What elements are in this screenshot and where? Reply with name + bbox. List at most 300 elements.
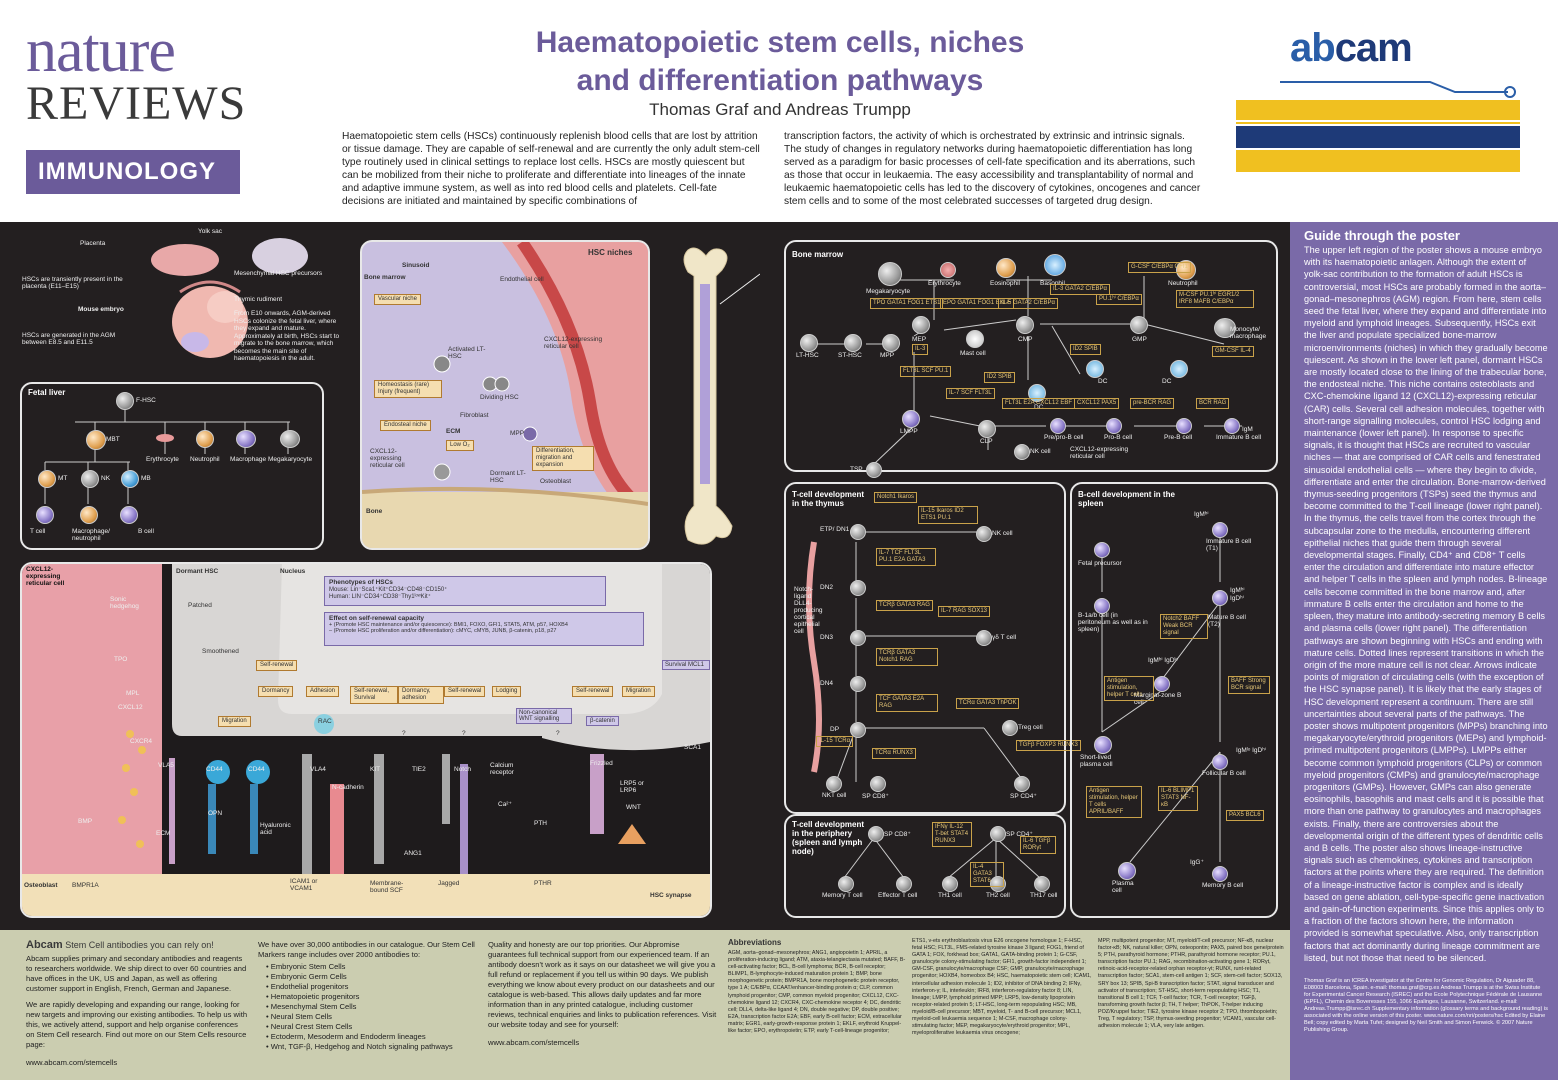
phenotypes-title: Phenotypes of HSCs [329,579,393,586]
fl-cell-label: Neutrophil [190,456,220,463]
phenotype-mouse: Mouse: Lin⁻Sca1⁺Kit⁺CD34⁻CD48⁻CD150⁺ [329,587,448,593]
syn-label: PTH [534,820,547,827]
guide-footnote: Thomas Graf is an ICREA investigator at the Centre for Genomic Regulation, Dr Aiguader 88, E08003 Barcelona, Spain. e-mail: thomas.graf@crg.es Andreas Trumpp is at the Swiss Institute for Experimental Cancer Research (ISREC) and the Ecole Polytechnique Fédérale de Lausanne (EPFL), Chemin des Boveresses 155, 1066 Epalinges, Lausanne, Switzerland. e-mail: Andreas.Trumpp@isrec.ch Supplementary information (glossary terms and background reading) is associated with the online version of this poster. www.nature.com/nri/posters/hsc Edited by Elaine Bell; copy edited by Marta Tufet; designed by Neil Smith and Simon Fenwick. © 2007 Nature Publishing Group. [1304,978,1548,1033]
periph-label: SP CD4⁺ [1006,831,1033,838]
spleen-factor: Antigen stimulation, helper T cells [1104,676,1154,701]
thymus-factor: TCRβ GATA3 Notch1 RAG [876,648,938,666]
syn-label: CD44 [248,766,265,773]
spleen-label: B-1a/b cell (in peritoneum as well as in spleen) [1078,612,1148,633]
bm-cell-label: Erythrocyte [928,280,961,287]
bm-factor: ID2 SPIB [984,372,1015,383]
fl-cell-label: MT [58,475,68,482]
bm-factor: M-CSF PU.1ʰⁱ EGR1/2 IRF8 MAFB C/EBPα [1176,290,1254,308]
periph-label: Effector T cell [878,892,918,899]
periph-label: TH1 cell [938,892,962,899]
bm-cell-label: NK cell [1030,448,1051,455]
cell-tsp [866,462,882,478]
bm-cell-label: Neutrophil [1168,280,1198,287]
cell-megakaryocyte [280,430,300,448]
cell-basophil [1044,254,1066,276]
cell-immature-b [1224,418,1240,434]
cell-macro-neutro [80,506,98,524]
niche-label: Bone marrow [364,274,406,281]
syn-label: ANG1 [404,850,422,857]
bm-cell-label: DC [1098,378,1108,385]
thymus-cell-nkt [826,776,842,792]
synapse-box: Migration [622,686,655,697]
cell-macrophage [236,430,256,448]
fetal-liver-title: Fetal liver [28,388,66,397]
bm-factor: PU.1ʰⁱ C/EBPα [1096,294,1142,305]
spleen-label: Fetal precursor [1078,560,1122,567]
cell-megakaryocyte-bm [878,262,902,286]
bm-factor: FLT3L E2A CXCL12 EBF [1002,398,1075,409]
title-line-1: Haematopoietic stem cells, niches [535,26,1025,59]
syn-label: BMP [78,818,93,825]
thymus-label: Treg cell [1018,724,1043,731]
cell-b-cell [120,506,138,524]
abcam-col-1-p2: We are rapidly developing and expanding our range, looking for new targets and improving our existing antibodies. To help us with this, we actively attend, support and help organise conferences on Stem Cell research. Find out more on our Stem Cells resource page: [26,1000,248,1049]
fl-cell-label: Macrophage [230,456,267,463]
stem-cell-list-item: • Ectoderm, Mesoderm and Endoderm lineages [266,1032,426,1041]
spleen-title: B-cell development in the spleen [1078,490,1175,508]
effect-minus: – (Promote HSC proliferation and/or differentiation): cMYC, cMYB, JUNB, β-catenin, p18, p27 [329,628,557,634]
bone-illustration [650,244,760,554]
thymus-label: DN4 [820,680,834,687]
syn-label: Sonic hedgehog [110,596,139,610]
stem-cell-list-item: • Neural Crest Stem Cells [266,1022,353,1031]
abbreviations-col-1: AGM, aorta–gonad–mesonephros; ANG1, angiopoietin 1; APRIL, a proliferation-inducing ligand; ATM, ataxia-telangiectasia mutated; BAFF, B-cell-activating factor; BCL, B-cell lymphoma; BCR, B-cell receptor; BLIMP1, B-lymphocyte-induced maturation protein 1; BMP, bone morphogenetic protein; BMPR1A, bone morphogenetic protein receptor, type 1 A; C/EBPα, CCAAT/enhancer-binding protein α; CLP, common lymphoid progenitor; CMP, common myeloid progenitor; CXCL12, CXC-chemokine ligand 12; CXCR4, CXC-chemokine receptor 4; DC, dendritic cell; DLL4, delta-like ligand 4; DN, double negative; DP, double positive; E2A, transcription factor E2A; EBF, early B-cell factor; ECM, extracellular matrix; EGR1, early-growth-response protein 1; EKLF, erythroid Kruppel-like factor; EPO, erythropoietin; ETP, early T-cell-lineage progenitor; [728,950,906,1035]
synapse-box: Lodging [492,686,521,697]
spleen-label: Mature B cell (T2) [1208,614,1246,628]
cell-nk-bm [1014,444,1030,460]
stem-cell-list-item: • Wnt, TGF-β, Hedgehog and Notch signaling pathways [266,1042,453,1051]
fl-cell-label: B cell [138,528,154,535]
label-agm: HSCs are generated in the AGM between E8.5 and E11.5 [22,332,116,346]
label-fetal-liver-note: From E10 onwards, AGM-derived HSCs colonize the fetal liver, where they expand and mature. Approximately at birth, HSCs start to migrate to the bone marrow, which becomes the main site of haematopoiesis in the adult. [234,310,340,362]
intro-right: transcription factors, the activity of which is orchestrated by extrinsic and intrinsic signals. The study of changes in regulatory networks during haematopoietic differentiation has long served as a paradigm for basic processes of cell-fate specification and its aberrations, such as those that occur in leukaemia. The easy accessibility and transplantability of normal and leukaemic haematopoietic cells has led to the discovery of cytokines, oncogenes and cancer stem cells and to some of the most celebrated successes of targeted drug design. [784,131,1201,207]
syn-label: N-cadherin [332,784,364,791]
label-placenta: Placenta [80,240,106,247]
stem-cell-list-item: • Mesenchymal Stem Cells [266,1002,357,1011]
abcam-heading-a: Abcam [26,939,63,951]
bm-factor: pre-BCR RAG [1130,398,1174,409]
synapse-box: Self-renewal [572,686,613,697]
bm-cell-label: Megakaryocyte [866,288,911,295]
abbreviations-title: Abbreviations [728,938,782,947]
fl-cell-label: Megakaryocyte [268,456,313,463]
niche-box-homeostasis: Homeostasis (rare) Injury (frequent) [374,380,442,398]
niches-title: HSC niches [588,248,633,257]
spleen-label: Marginal-zone B cell [1134,692,1182,706]
label-mesenchymal: Mesenchymal HSC precursors [234,270,323,277]
thymus-cell-gd [976,630,992,646]
fl-cell-label: T cell [30,528,46,535]
bm-cell-label: TSP [850,466,863,473]
niche-box-low-o2: Low O₂ [446,440,474,451]
phenotypes-box [324,576,606,606]
thymus-cell-nk [976,526,992,542]
thymus-label: SP CD4⁺ [1010,793,1037,800]
fl-cell-label: MB [141,475,151,482]
thymus-factor: TCRβ GATA3 RAG [876,600,933,611]
bm-cell-label: Pre/pro-B cell [1044,434,1084,441]
survival-box: Survival MCL1 [662,660,710,670]
thymus-factor: TCRα RUNX3 [872,748,916,759]
periph-factor: IL-4 GATA3 STAT6 [970,862,1004,887]
cell-pre-pro-b [1050,418,1066,434]
journal-section: IMMUNOLOGY [26,150,240,194]
fl-cell-label: Erythrocyte [146,456,179,463]
synapse-wnt-box: Non-canonical WNT signalling [516,708,572,724]
syn-label: Membrane-bound SCF [370,880,404,894]
abcam-url-1[interactable]: www.abcam.com/stemcells [26,1058,118,1067]
bm-factor: IL-5 GATA2 C/EBPα [998,298,1058,309]
label-yolk-sac: Yolk sac [198,228,222,235]
syn-label: Calcium receptor [490,762,514,776]
syn-label: SCA1 [684,744,701,751]
thymus-factor: TCF GATA3 E2A RAG [876,694,938,712]
synapse-box: Migration [218,716,251,727]
bm-factor: IL-3 [912,344,928,355]
cell-gmp [1130,316,1148,334]
niche-label: Dividing HSC [480,394,519,401]
phenotype-human: Human: LIN⁻CD34⁺CD38⁻Thy1ˡᵒʷKit⁺ [329,594,431,600]
synapse-box: Self-renewal [444,686,485,697]
guide-text: The upper left region of the poster shows a mouse embryo with its haematopoietic anlagen. Although the extent of yolk-sac contribution to the formation of adult HSCs is controversial, most HSCs are probably formed in the aorta–gonad–mesonephros (AGM) region. From here, stem cells seed the fetal liver, where they expand and differentiate into myeloid and lymphoid lineages. Subsequently, HSCs exit the liver and populate specialized bone-marrow microenvironments (niches) in which they gradually become quiescent. As shown in the lower left panel, dormant HSCs are mostly located close to the lining of the trabecular bone, the endosteal niche. This niche contains osteoblasts and CXC-chemokine ligand 12 (CXCL12)-expressing reticular (CAR) cells. Several cell adhesion molecules, together with short-range signalling molecules, control HSC lodging and maintenance (lower left panel). In response to specific signals, it is thought that HSCs are recruited to vascular niches — that are comprised of CAR cells and fenestrated sinusoidal endothelial cells — where they begin to divide, differentiate and enter the circulation. Bone-marrow-derived thymus-seeding progenitors (TSPs) seed the thymus and become committed to the T-cell lineage (lower right panel). In the thymus, the cells travel from the cortex through the subcapsular zone to the medulla, encountering different epithelial niches that guide them through several developmental stages. Finally, CD4⁺ and CD8⁺ T cells enter the circulation and differentiate into mature effector and helper T cells in the spleen and lymph nodes. B-lineage cells become committed in the bone marrow and, after immature B cells enter the circulation and home to the spleen, they mature into antibody-secreting memory B cells and plasma cells (lower right panel). The differentiation pathways are shown beginning with HSCs and ending with mature cells. Dotted lines represent transitions in which the origin of the more mature cell is not clear. Arrows indicate points of migration of circulating cells (with the exception of the HSC synapse panel). It is likely that the early stages of HSC development represent a continuum. There are still uncertainties about several parts of the pathways. The poster shows multipotent progenitors (MPPs) branching into megakaryocyte/erythroid progenitors (MEPs) and lymphoid-primed multipotent progenitors (LMPPs). LMPPs either become common lymphoid progenitors (CLPs) or common myeloid progenitors (CMPs) and granulocyte/macrophage progenitors (GMPs). However, GMPs can also generate eosinophils, basophils and mast cells and it is possible that more than one pathway to granulocytes and macrophages exists. Finally, there are controversies about the developmental origin of the different types of dendritic cells and B cells. The poster also shows lineage-instructive signals such as chemokines, cytokines and transcription factors at the points where they are required. The definition of a lineage-instructive factor is complex and is ideally based on gene ablation, cell-type-specific gene inactivation and gain-of-function experiments. Since this applies only to a fraction of the factors shown here, the information provided is somewhat speculative. Also, only transcription factors that act dominantly during lineage commitment are listed, but not those that need to be silenced. [1304,245,1548,963]
syn-label: CD44 [206,766,223,773]
synapse-title: HSC synapse [650,892,692,899]
abcam-logo-a: ab [1290,26,1335,70]
thymus-cell-cd8 [870,776,886,792]
niche-box-differentiation: Differentiation, migration and expansion [532,446,594,471]
abcam-col-3 [488,940,718,1048]
bm-cell-label: GMP [1132,336,1147,343]
bm-cell-label: DC [1162,378,1172,385]
spleen-label: IgMʰⁱ IgDˡᵒ [1148,657,1178,664]
cell-clp [978,420,996,438]
periph-cell-th1 [942,876,958,892]
syn-label: CXCL12 [118,704,143,711]
thymus-factor: IL-15 Ikaros ID2 ETS1 PU.1 [918,506,978,524]
niche-label: Bone [366,508,383,515]
bm-cell-label: LMPP [900,428,918,435]
syn-label: VLA4 [310,766,326,773]
periph-factor: IL-6 TGFβ RORγt [1020,836,1056,854]
stem-cell-list-item: • Neural Stem Cells [266,1012,332,1021]
syn-label: VLA5 [158,762,174,769]
fl-cell-label: Macrophage/ neutrophil [72,528,110,542]
bm-cell-label: CMP [1018,336,1033,343]
spleen-cell-memory [1212,866,1228,882]
bm-cell-label: Eosinophil [990,280,1020,287]
periph-cell-memory [838,876,854,892]
periph-label: TH17 cell [1030,892,1058,899]
fetal-liver-lines [20,382,320,546]
thymus-label: γδ T cell [992,634,1017,641]
syn-label: Smoothened [202,648,239,655]
bm-cell-label: Pro-B cell [1104,434,1133,441]
bm-factor: FLT3L SCF PU.1 [900,366,951,377]
abcam-col-1 [26,940,248,1068]
cell-cmp [1016,316,1034,334]
cell-eosinophil [996,258,1016,278]
niche-box-endosteal: Endosteal niche [380,420,431,431]
bm-cell-label: DC [1034,404,1044,411]
thymus-label: DN3 [820,634,834,641]
syn-label: RAC [318,718,332,725]
thymus-factor: Notch1 Ikaros [874,492,917,503]
stem-cell-list-item: • Embryonic Stem Cells [266,962,346,971]
niche-label: Osteoblast [540,478,572,485]
synapse-box: Self-renewal, Survival [350,686,398,704]
synapse-nucleus-title: Nucleus [280,568,306,575]
spleen-factor: IL-6 BLIMP1 STAT3 NF-κB [1158,786,1198,811]
thymus-cell-dn2 [850,580,866,596]
cell-mb [121,470,139,488]
niche-label: Sinusoid [402,262,430,269]
fl-cell-label: MBT [106,436,120,443]
syn-label: PTHR [534,880,552,887]
thymus-label: ETP/ DN1 [820,526,850,533]
niche-label: Fibroblast [460,412,489,419]
syn-label: MPL [126,690,140,697]
thymus-label: DP [830,726,840,733]
thymus-factor: IL-15 TCRα [816,736,853,747]
syn-label: KIT [370,766,381,773]
cell-st-hsc [844,334,862,352]
syn-label: Jagged [438,880,460,887]
syn-label: ICAM1 or VCAM1 [290,878,318,892]
bm-cell-label: MPP [880,352,895,359]
spleen-factor: BAFF Strong BCR signal [1228,676,1270,694]
bm-cell-label: LT-HSC [796,352,819,359]
thymus-factor: IL-7 TCF FLT3L PU.1 E2A GATA3 [876,548,936,566]
abcam-stripe-mid [1236,126,1520,148]
cell-t-cell [36,506,54,524]
cell-dc-3 [1170,360,1188,378]
stem-cell-list-item: • Endothelial progenitors [266,982,349,991]
abcam-stripe-thin [1236,122,1520,124]
cell-pro-b [1106,418,1122,434]
abcam-col-2 [258,940,478,1052]
niche-label: Dormant LT-HSC [490,470,526,484]
syn-label: ? [556,730,560,737]
spleen-cell-fetal [1094,542,1110,558]
spleen-factor: PAX5 BCL6 [1226,810,1264,821]
cell-mbt [86,430,106,450]
syn-label: LRP5 or LRP6 [620,780,644,794]
cell-lt-hsc [800,334,818,352]
syn-label: BMPR1A [72,882,99,889]
spleen-label: IgMʰⁱ [1194,511,1209,518]
syn-label: TIE2 [412,766,426,773]
synapse-box: Dormancy [258,686,293,697]
bm-factor: CXCL12 PAX5 [1074,398,1119,409]
cell-nk [81,470,99,488]
abcam-url-2[interactable]: www.abcam.com/stemcells [488,1038,580,1047]
niche-box-vascular: Vascular niche [374,294,421,305]
spleen-factor: Notch2 BAFF Weak BCR signal [1160,614,1208,639]
spleen-label: Memory B cell [1202,882,1244,889]
bm-factor: ID2 SPIB [1070,344,1101,355]
thymus-label: SP CD8⁺ [862,793,889,800]
periph-cell-cd4 [990,826,1006,842]
thymus-cell-treg [1002,720,1018,736]
synapse-box: Self-renewal [256,660,297,671]
periphery-lines [784,814,1062,914]
cell-neutrophil [196,430,214,448]
spleen-cell-mz [1154,676,1170,692]
bm-factor: TPO GATA1 FOG1 ETS1 [870,298,943,309]
syn-label: Patched [188,602,212,609]
synapse-label: CXCL12-expressing reticular cell [26,566,65,587]
spleen-cell-shortlived [1094,736,1112,754]
poster-authors: Thomas Graf and Andreas Trumpp [649,100,911,119]
spleen-cell-follicular [1212,754,1228,770]
syn-label: ECM [156,830,171,837]
bm-factor: BCR RAG [1196,398,1229,409]
niche-label: Endothelial cell [500,276,544,283]
periph-label: Memory T cell [822,892,863,899]
syn-label: TPO [114,656,128,663]
bm-factor: EPO GATA1 FOG1 EKLF [940,298,1014,309]
effect-plus: + (Promote HSC maintenance and/or quiescence): BMI1, FOXO, GFI1, STAT5, ATM, p57, HOXB4 [329,622,568,628]
spleen-label: IgMʰⁱ IgDʰⁱ [1230,587,1245,602]
thymus-cell-etp [850,524,866,540]
thymus-label: Notch-ligand DLL4-producing cortical epithelial cell [794,586,823,635]
fl-cell-label: F-HSC [136,397,156,404]
thymus-cell-cd4 [1014,776,1030,792]
cell-mt [38,470,56,488]
abcam-stripe-top [1236,100,1520,120]
spleen-label: Short-lived plasma cell [1080,754,1113,768]
syn-label: Ca²⁺ [498,801,512,808]
abcam-stripe-bottom [1236,150,1520,172]
spleen-cell-mature [1212,590,1228,606]
bone-marrow-title: Bone marrow [792,250,844,259]
cell-pre-b [1176,418,1192,434]
thymus-cell-dn3 [850,630,866,646]
abcam-col-1-p1: Abcam supplies primary and secondary antibodies and reagents to researchers worldwide. We ship direct to over 60 countries and have offices in the UK, US and Japan, as well as offering customer support in English, French, German and Japanese. [26,954,247,993]
abcam-logo-b: cam [1334,26,1412,70]
niche-label: CXCL12-expressing reticular cell [544,336,603,350]
abcam-logo [1290,26,1412,71]
abcam-col-2-intro: We have over 30,000 antibodies in our catalogue. Our Stem Cell Markers range includes over 2000 antibodies to: [258,940,475,959]
periph-cell-effector [896,876,912,892]
synapse-box: Dormancy, adhesion [398,686,444,704]
stem-cell-list [258,962,478,1052]
spleen-factor: Antigen stimulation, helper T cells APRIL/BAFF [1086,786,1142,818]
bm-cell-label: Monocyte/ macrophage [1230,326,1267,340]
bm-cell-label: MEP [912,336,927,343]
bm-factor-igm: IgM [1242,426,1253,433]
syn-label: Notch [454,766,471,773]
intro-left: Haematopoietic stem cells (HSCs) continuously replenish blood cells that are lost by attrition or tissue damage. They are capable of self-renewal and are currently the only adult stem-cell type routinely used in clinical settings to replace lost cells. HSCs are mostly quiescent but can be mobilized from their niche to proliferate and differentiate into lineages of the innate and adaptive immune system, as well as into red blood cells and platelets. Cell-fate decisions are initiated and maintained by specific combinations of [342,131,760,207]
syn-label: ? [462,730,466,737]
spleen-label: IgMˡᵒ IgDʰⁱ [1236,747,1266,754]
spleen-label: Follicular B cell [1202,770,1246,777]
spleen-label: Immature B cell (T1) [1206,538,1252,552]
cell-dc-2 [1086,360,1104,378]
poster-title [440,24,1120,100]
periph-cell-cd8 [868,826,884,842]
bm-cell-label: ST-HSC [838,352,862,359]
cell-f-hsc [116,392,134,410]
thymus-label: NKT cell [822,792,847,799]
abcam-col-3-text: Quality and honesty are our top priorities. Our Abpromise guarantees full technical support from our experienced team. If an antibody doesn't work as it says on our datasheet we will give you a full refund or replacement if you tell us within 90 days. We publish everything we know about every product on our datasheets and our catalogue is web-based. This allows daily updates and far more information than in any printed catalogue, including customer reviews, technical enquiries and links to publication references. Visit our website today and see for yourself: [488,940,717,1029]
bm-factor: IL-3 GATA2 C/EBPα [1050,284,1110,295]
syn-label: ? [402,730,406,737]
cell-mast [966,330,984,348]
abcam-heading-b: Stem Cell antibodies you can rely on! [62,940,214,950]
spleen-label: IgG⁺ [1190,859,1204,866]
cell-erythrocyte-bm [940,262,956,278]
bm-cell-label: CXCL12-expressing reticular cell [1070,446,1129,460]
niche-label: CXCL12-expressing reticular cell [370,448,405,469]
label-hsc-placenta: HSCs are transiently present in the placenta (E11–E15) [22,276,123,290]
bm-cell-label: Basophil [1040,280,1065,287]
bm-cell-label: CLP [980,438,993,445]
bm-cell-label: Pre-B cell [1164,434,1193,441]
syn-label: Frizzled [590,760,613,767]
journal-reviews: REVIEWS [26,77,247,130]
spleen-cell-plasma [1118,862,1136,880]
thymus-label: DN2 [820,584,834,591]
bm-factor: GM-CSF IL-4 [1212,346,1254,357]
syn-label: WNT [626,804,641,811]
syn-label: Hyaluronic acid [260,822,291,836]
thymus-title: T-cell development in the thymus [792,490,865,508]
spleen-cell-immature [1212,522,1228,538]
niche-label: ECM [446,428,461,435]
niche-label: Activated LT-HSC [448,346,486,360]
cell-erythrocyte [156,434,174,442]
syn-label: OPN [208,810,223,817]
self-renewal-box [324,612,644,646]
synapse-catenin-box: β-catenin [586,716,619,726]
thymus-cell-dn4 [850,676,866,692]
periphery-title: T-cell development in the periphery (spleen and lymph node) [792,820,865,856]
syn-label: CXCR4 [130,738,153,745]
synapse-dormant-title: Dormant HSC [176,568,219,575]
abbreviations-col-3: MPP, multipotent progenitor; MT, myeloid/T-cell precursor; NF-κB, nuclear factor-κB; NK, natural killer; OPN, osteopontin; PAX5, paired box gene/protein 5; PTH, parathyroid hormone; PTHR, parathyroid hormone receptor; PU.1, transcription factor PU.1; RAG, recombination-activating gene 1; RORγt, retinoic-acid-receptor-related orphan receptor-γt; RUNX, runt-related transcription factor; SCA1, stem-cell antigen 1; SCF, stem-cell factor; SOX13, SRY box 13; SPIB, Spi-B transcription factor; STAT, signal transducer and activator of transcription; ST-HSC, short-term repopulating HSC; T1, transitional B cell 1; TCF, T-cell factor; TCR, T-cell receptor; TGFβ, transforming growth factor β; TH, T helper; ThPOK, T-helper inducing POZ/Kruppel factor; TIE2, tyrosine kinase receptor 2; TPO, thrombopoietin; Treg, T regulatory; TSP, thymus-seeding progenitor; VCAM1, vascular cell-adhesion molecule 1; VLA, very late antigen. [1098,938,1284,1030]
syn-label: Osteoblast [24,882,58,889]
guide-title: Guide through the poster [1304,228,1460,243]
cell-mep [912,316,930,334]
periph-cell-th17 [1034,876,1050,892]
effect-title: Effect on self-renewal capacity [329,615,425,622]
periph-label: TH2 cell [986,892,1010,899]
thymus-factor: TCRα GATA3 ThPOK [956,698,1019,709]
spleen-label: Plasma cell [1112,880,1134,894]
bm-factor: G-CSF C/EBPα GFI1 [1128,262,1191,273]
bm-cell-label: Mast cell [960,350,986,357]
journal-name: nature [26,17,175,85]
cell-mpp [882,334,900,352]
thymus-factor: TGFβ FOXP3 RUNX3 [1016,740,1081,751]
abcam-heading [26,940,248,950]
abcam-logo-line-icon [1280,70,1520,100]
label-mouse-embryo: Mouse embryo [78,306,124,313]
niche-label: MPP [510,430,525,437]
synapse-box: Adhesion [306,686,339,697]
bm-cell-label: Immature B cell [1216,434,1262,441]
abbreviations-col-2: ETS1, v-ets erythroblastosis virus E26 oncogene homologue 1; F-HSC, fetal HSC; FLT3L, FMS-related tyrosine kinase 3 ligand; FOG1, friend of GATA 1; FOX, forkhead box; GATA1, GATA-binding protein 1; G-CSF, granulocyte colony-stimulating factor; GFI1, growth-factor independent 1; GM-CSF, granulocyte/macrophage CSF; GMP, granulocyte/macrophage progenitor; HOXB4, homeobox B4; HSC, haematopoietic stem cell; ICAM1, intercellular adhesion molecule 1; ID2, inhibitor of DNA binding 2; IFNγ, interferon-γ; IL, interleukin; IRF8, interferon-regulatory factor 8; LIN, lineage; LMPP, lymphoid primed MPP; LRP5, low-density lipoprotein receptor-related protein 5; LT-HSC, long-term repopulating HSC; MB, myeloid/B-cell precursor; MBT, myeloid, T- and B-cell precursor; MCL1, myeloid-cell leukaemia sequence 1; M-CSF, macrophage colony-stimulating factor; MEP, megakaryocyte/erythroid progenitor; MPL, myeloproliferative leukaemia virus oncogene; [912,938,1092,1037]
label-thymic: Thymic rudiment [234,296,283,303]
thymus-factor: IL-7 RAG SOX13 [938,606,990,617]
cell-lmpp [902,410,920,428]
